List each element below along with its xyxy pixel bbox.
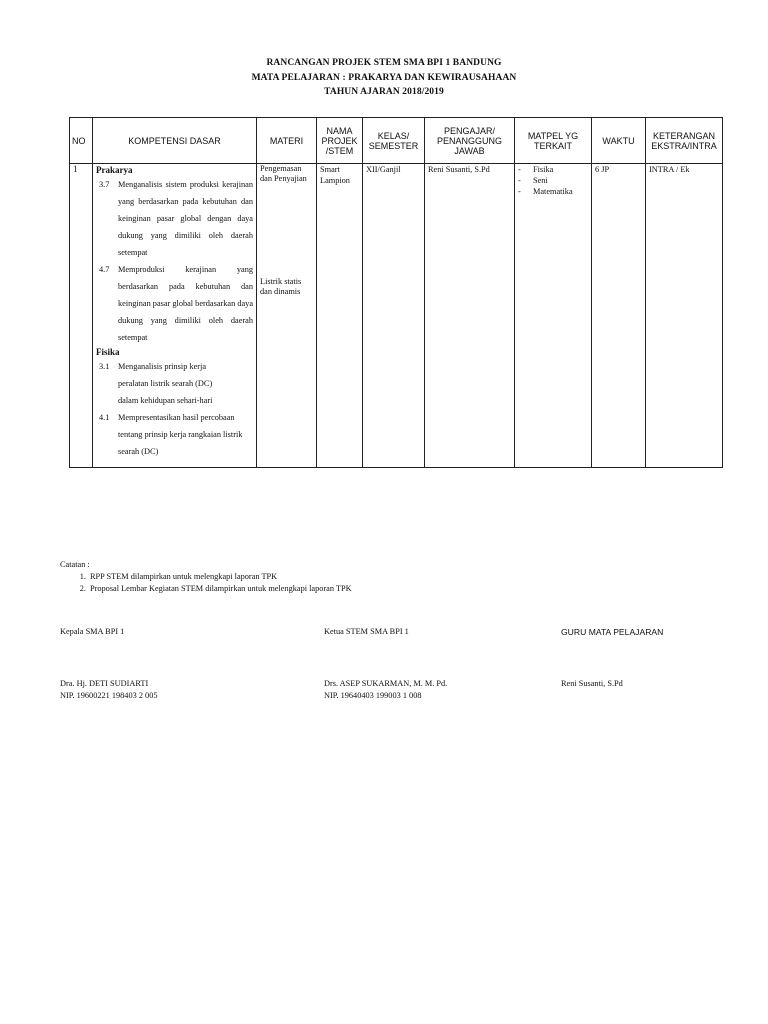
notes-section bbox=[60, 559, 352, 595]
notes-heading: Catatan : bbox=[60, 560, 90, 569]
signature-role: GURU MATA PELAJARAN bbox=[561, 627, 664, 637]
header-pengajar: PENGAJAR/ PENANGGUNG JAWAB bbox=[425, 118, 515, 164]
matpel-list bbox=[518, 164, 588, 197]
kd-item-4-1 bbox=[96, 409, 253, 460]
cell-no: 1 bbox=[70, 164, 93, 468]
list-item: - Fisika bbox=[518, 165, 554, 174]
kd-item-text: Menganalisis sistem produksi kerajinan yang berdasarkan pada kebutuhan dan keinginan pasar global dengan daya dukung yang dimiliki oleh daerah setempat bbox=[118, 180, 253, 257]
kd-item-text: Memproduksi kerajinan yang berdasarkan pada kebutuhan dan keinginan pasar global berdasarkan daya dukung yang dimiliki oleh daerah setempat bbox=[118, 265, 253, 342]
signature-nip: NIP. 19640403 199003 1 008 bbox=[324, 691, 422, 700]
cell-nama-projek: Smart Lampion bbox=[317, 164, 363, 468]
signature-role: Kepala SMA BPI 1 bbox=[60, 627, 125, 636]
header-matpel-terkait: MATPEL YG TERKAIT bbox=[515, 118, 592, 164]
signature-nip: NIP. 19600221 198403 2 005 bbox=[60, 691, 158, 700]
kd-section-fisika: Fisika bbox=[96, 347, 120, 357]
kd-item-number: 4.1 bbox=[99, 413, 110, 422]
signature-name: Drs. ASEP SUKARMAN, M. M. Pd. bbox=[324, 679, 448, 688]
signature-name: Dra. Hj. DETI SUDIARTI bbox=[60, 679, 149, 688]
cell-kompetensi-dasar bbox=[93, 164, 257, 468]
materi-listrik: Listrik statis dan dinamis bbox=[260, 277, 302, 296]
list-item: - Matematika bbox=[518, 187, 573, 196]
signature-guru bbox=[561, 626, 663, 690]
cell-pengajar: Reni Susanti, S.Pd bbox=[425, 164, 515, 468]
table-header-row bbox=[70, 118, 723, 164]
cell-kelas-semester: XII/Ganjil bbox=[363, 164, 425, 468]
cell-keterangan: INTRA / Ek bbox=[646, 164, 723, 468]
signature-name: Reni Susanti, S.Pd bbox=[561, 679, 623, 688]
kd-section-prakarya: Prakarya bbox=[96, 165, 133, 175]
kd-item-text: Mempresentasikan hasil percobaan tentang prinsip kerja rangkaian listrik searah (DC) bbox=[118, 413, 243, 456]
header-nama-projek: NAMA PROJEK /STEM bbox=[317, 118, 363, 164]
header-no: NO bbox=[70, 118, 93, 164]
title-line-3: TAHUN AJARAN 2018/2019 bbox=[324, 87, 444, 97]
cell-materi bbox=[257, 164, 317, 468]
title-line-2: MATA PELAJARAN : PRAKARYA DAN KEWIRAUSAHAAN bbox=[251, 72, 517, 83]
header-kelas-semester: KELAS/ SEMESTER bbox=[363, 118, 425, 164]
kd-item-number: 3.7 bbox=[99, 180, 110, 189]
list-item: 1. RPP STEM dilampirkan untuk melengkapi laporan TPK bbox=[88, 571, 352, 583]
table-row bbox=[70, 164, 723, 468]
kd-item-3-7 bbox=[96, 176, 253, 261]
title-line-1: RANCANGAN PROJEK STEM SMA BPI 1 BANDUNG bbox=[266, 58, 502, 68]
cell-waktu: 6 JP bbox=[592, 164, 646, 468]
notes-list bbox=[60, 571, 352, 595]
document-title bbox=[0, 56, 768, 100]
cell-matpel-terkait bbox=[515, 164, 592, 468]
kd-item-number: 4.7 bbox=[99, 265, 110, 274]
list-item: - Seni bbox=[518, 176, 548, 185]
signature-kepala bbox=[60, 626, 158, 702]
header-kompetensi-dasar: KOMPETENSI DASAR bbox=[93, 118, 257, 164]
list-item: 2. Proposal Lembar Kegiatan STEM dilampirkan untuk melengkapi laporan TPK bbox=[88, 583, 352, 595]
kd-item-number: 3.1 bbox=[99, 362, 110, 371]
kd-item-text: Menganalisis prinsip kerja peralatan listrik searah (DC) dalam kehidupan sehari-hari bbox=[118, 362, 213, 405]
kd-item-3-1 bbox=[96, 358, 253, 409]
signature-ketua bbox=[324, 626, 447, 702]
header-waktu: WAKTU bbox=[592, 118, 646, 164]
signature-role: Ketua STEM SMA BPI 1 bbox=[324, 627, 409, 636]
header-materi: MATERI bbox=[257, 118, 317, 164]
materi-pengemasan: Pengemasan dan Penyajian bbox=[260, 164, 307, 183]
kd-item-4-7 bbox=[96, 261, 253, 346]
stem-project-table bbox=[69, 117, 723, 468]
header-keterangan: KETERANGAN EKSTRA/INTRA bbox=[646, 118, 723, 164]
